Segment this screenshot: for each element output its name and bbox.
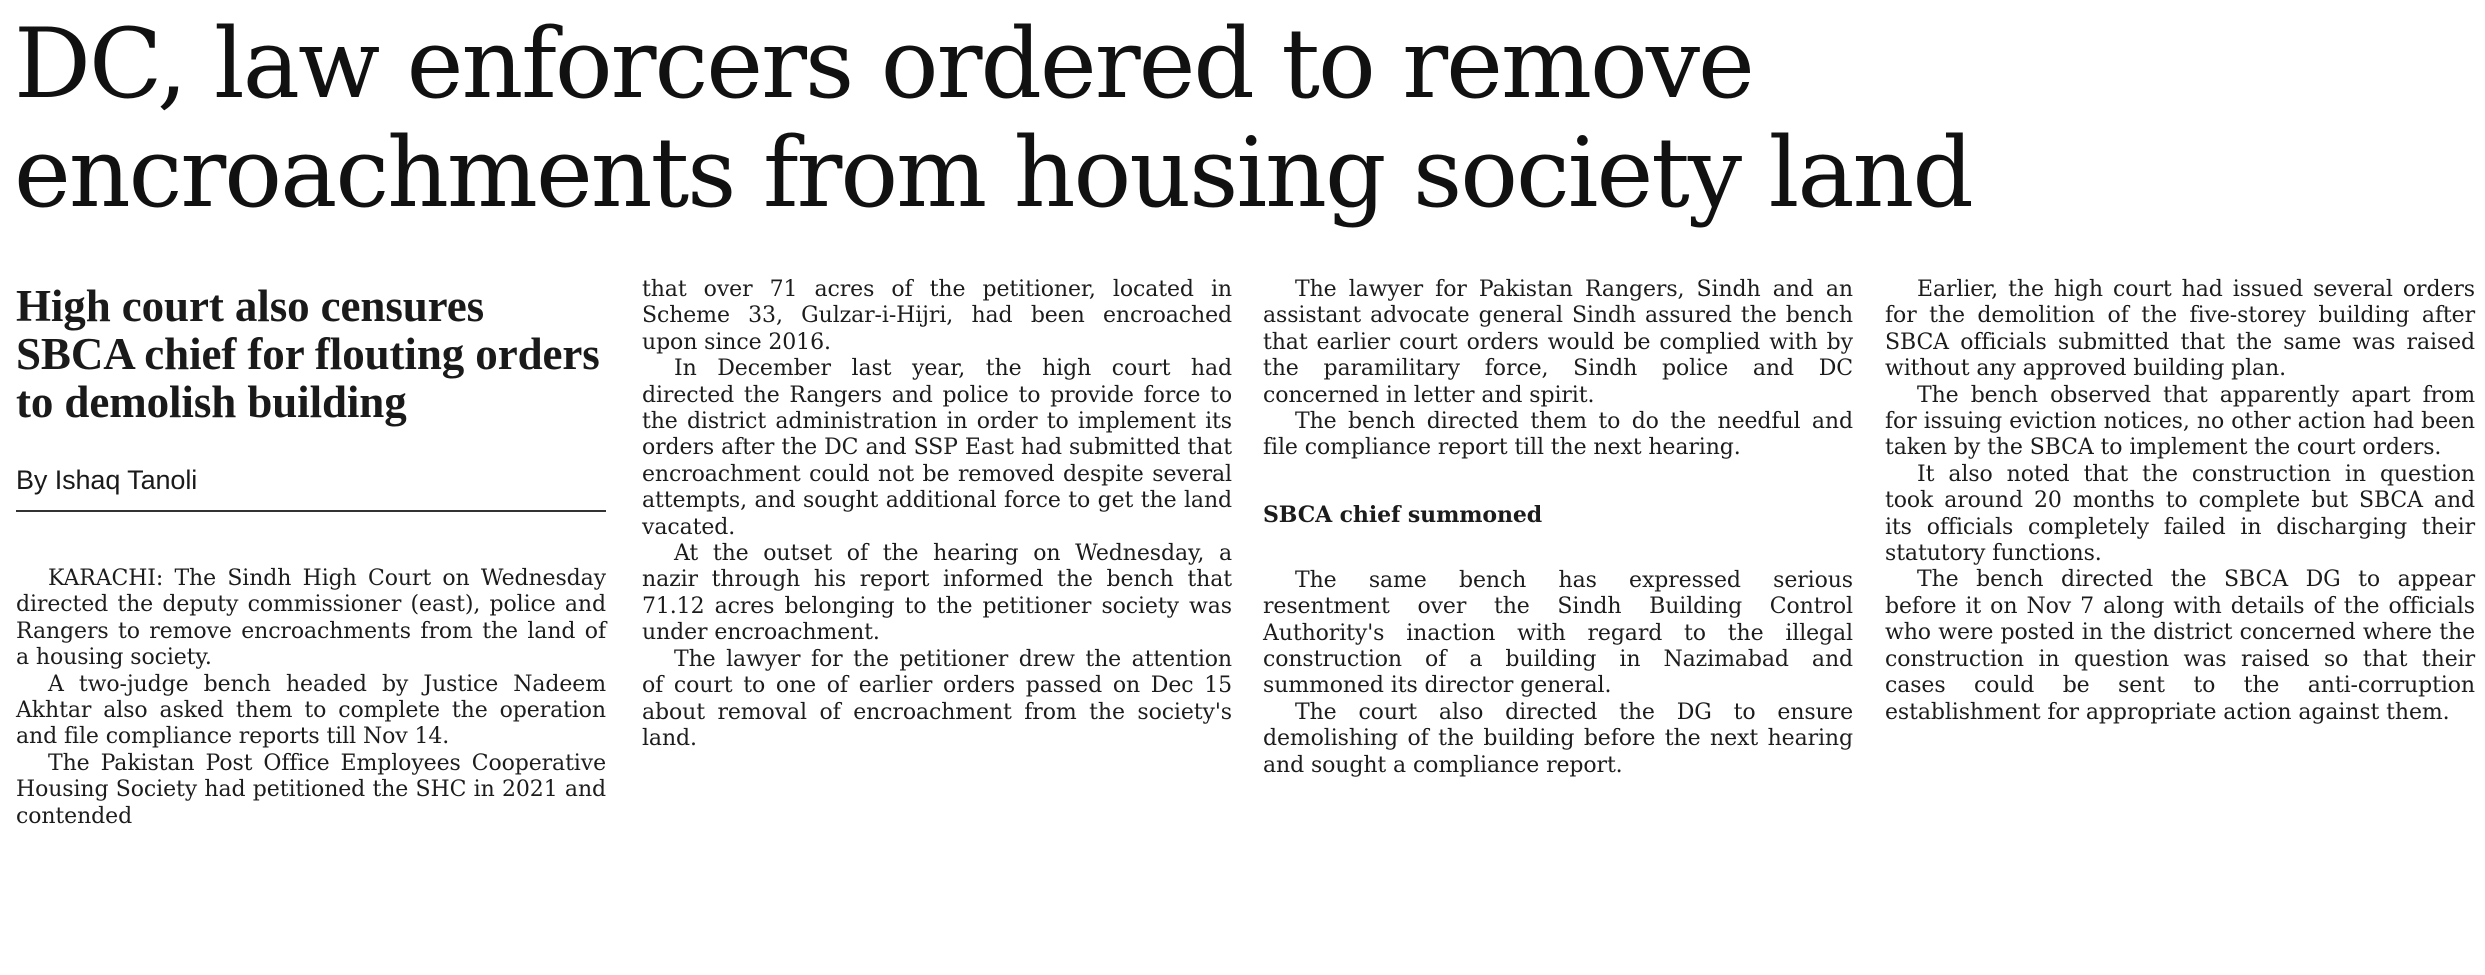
paragraph: The Pakistan Post Office Employees Cooperative Housing Society had petitioned the SHC in 2021 and contended — [16, 750, 606, 829]
paragraph: The lawyer for the petitioner drew the attention of court to one of earlier orders passed on Dec 15 about removal of encroachment from the society's land. — [642, 646, 1232, 751]
paragraph: The bench observed that apparently apart from for issuing eviction notices, no other action had been taken by the SBCA to implement the court orders. — [1885, 382, 2475, 461]
paragraph: KARACHI: The Sindh High Court on Wednesday directed the deputy commissioner (east), police and Rangers to remove encroachments from the land of a housing society. — [16, 566, 606, 671]
paragraph: The bench directed the SBCA DG to appear before it on Nov 7 along with details of the officials who were posted in the district concerned where the construction in question was raised so that their cases could be sent to the anti-corruption establishment for appropriate action against them. — [1885, 567, 2475, 725]
crosshead: SBCA chief summoned — [1263, 501, 1543, 528]
column-1-body — [16, 566, 606, 830]
article-column-1 — [16, 282, 606, 830]
paragraph: It also noted that the construction in question took around 20 months to complete but SBCA and its officials completely failed in discharging their statutory functions. — [1885, 461, 2475, 567]
paragraph: that over 71 acres of the petitioner, located in Scheme 33, Gulzar-i-Hijri, had been encroached upon since 2016. — [642, 277, 1232, 355]
paragraph: The same bench has expressed serious resentment over the Sindh Building Control Authority's inaction with regard to the illegal construction of a building in Nazimabad and summoned its director general. — [1263, 567, 1853, 699]
article-column-4 — [1885, 277, 2475, 726]
subheadline: High court also censures SBCA chief for flouting orders to demolish building — [16, 281, 600, 427]
paragraph: In December last year, the high court had directed the Rangers and police to provide force to the district administration in order to implement its orders after the DC and SSP East had submitted that encroachment could not be removed despite several attempts, and sought additional force to get the land vacated. — [642, 356, 1232, 540]
paragraph: The court also directed the DG to ensure demolishing of the building before the next hearing and sought a compliance report. — [1263, 699, 1853, 778]
paragraph: Earlier, the high court had issued several orders for the demolition of the five-storey building after SBCA officials submitted that the same was raised without any approved building plan. — [1885, 277, 2475, 382]
paragraph: The lawyer for Pakistan Rangers, Sindh and an assistant advocate general Sindh assured the bench that earlier court orders would be complied with by the paramilitary force, Sindh police and DC concerned in letter and spirit. — [1263, 277, 1853, 408]
headline: DC, law enforcers ordered to remove encroachments from housing society land — [14, 8, 1972, 229]
article-column-3 — [1263, 277, 1853, 779]
article-column-2 — [642, 277, 1232, 752]
paragraph: The bench directed them to do the needful and file compliance report till the next hearing. — [1263, 409, 1853, 461]
byline: By Ishaq Tanoli — [16, 464, 606, 512]
paragraph: At the outset of the hearing on Wednesday, a nazir through his report informed the bench that 71.12 acres belonging to the petitioner society was under encroachment. — [642, 541, 1232, 646]
paragraph: A two-judge bench headed by Justice Nadeem Akhtar also asked them to complete the operation and file compliance reports till Nov 14. — [16, 671, 606, 750]
